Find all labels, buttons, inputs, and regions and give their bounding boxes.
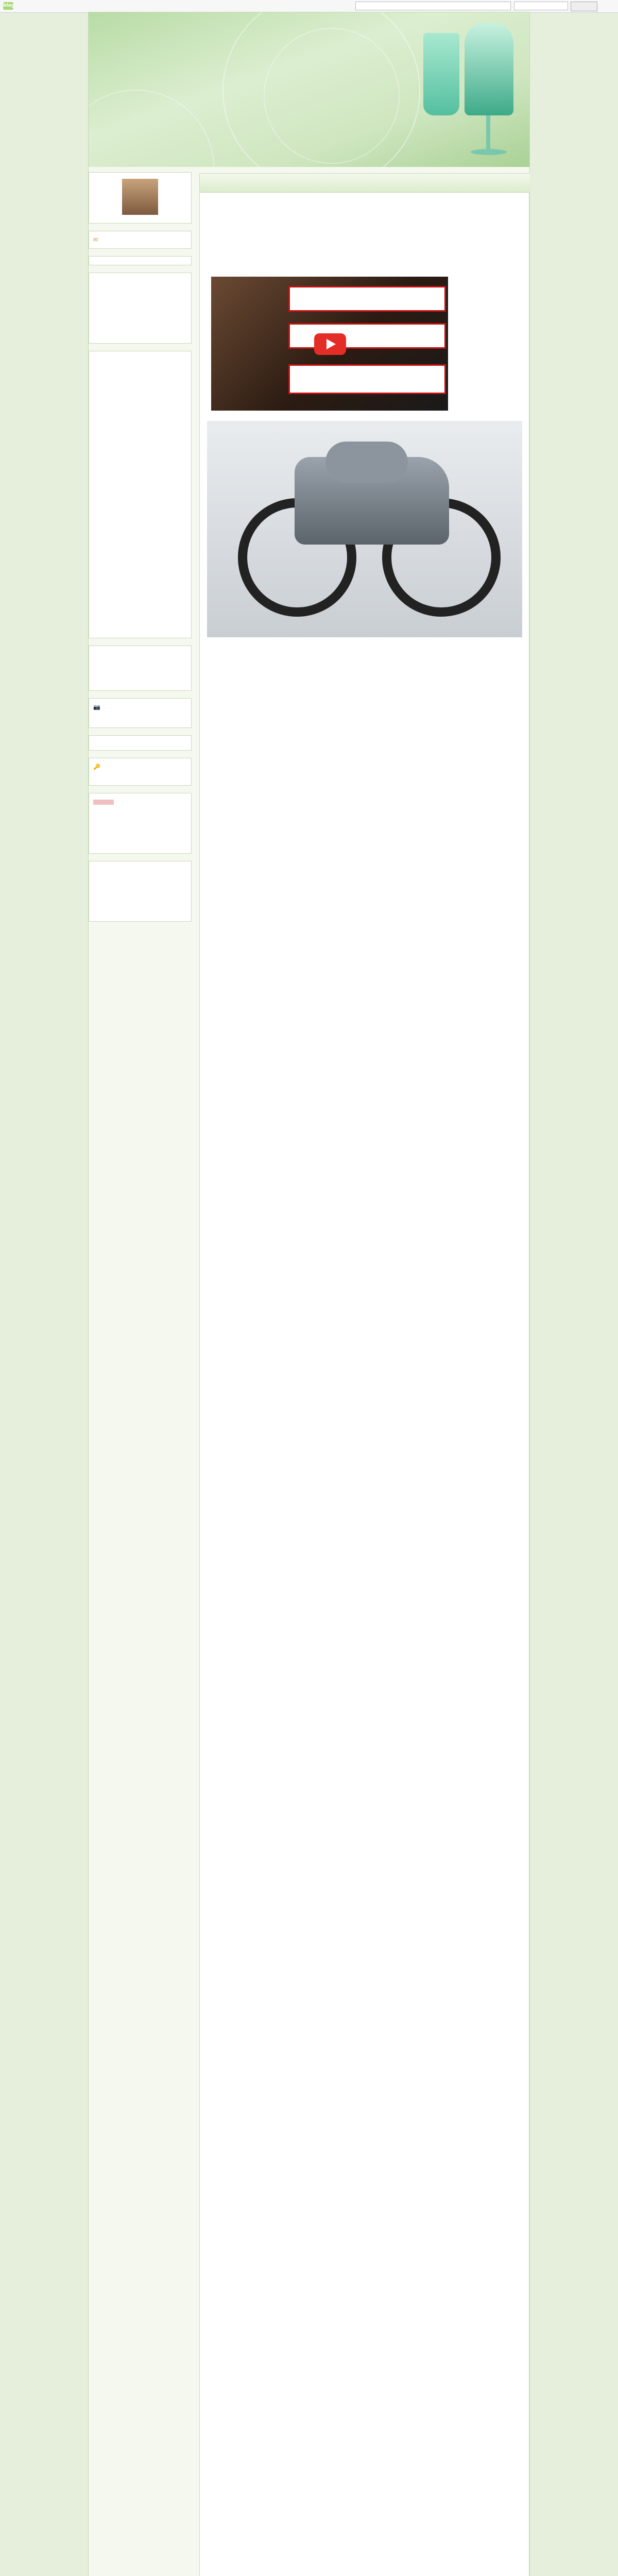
backnumber-widget — [89, 646, 192, 691]
thumbnail-caption-box — [288, 286, 446, 312]
profile-widget — [89, 172, 192, 224]
post-title-bar — [200, 174, 530, 193]
envelope-icon: ✉ — [93, 236, 98, 243]
recent-posts-widget — [89, 273, 192, 344]
header-swirl-decoration — [89, 90, 214, 167]
thumbnail-caption-box — [288, 323, 446, 349]
latest-photo-channel-widget — [89, 698, 192, 728]
toolbar-search-scope-select[interactable] — [514, 2, 568, 10]
send-message-link[interactable] — [93, 235, 187, 244]
recent-posts-list — [89, 273, 191, 343]
ranking-badge-icon — [93, 800, 114, 805]
goo-blog-notice-widget — [89, 861, 192, 922]
sidebar — [89, 172, 192, 929]
goo-blog-notice-list — [89, 861, 191, 921]
bookmark-widget — [89, 735, 192, 751]
blog-header — [89, 12, 529, 167]
profile-avatar[interactable] — [122, 179, 158, 215]
motorcycle-photo — [207, 421, 522, 637]
thumbnail-caption-box — [288, 364, 446, 394]
header-glass-stem — [486, 115, 490, 151]
calendar-widget — [89, 256, 192, 265]
blog-post — [199, 173, 529, 2576]
camera-icon: 📷 — [93, 704, 100, 710]
toolbar-search-input[interactable] — [355, 2, 511, 10]
play-icon[interactable] — [314, 333, 346, 355]
page-container — [89, 12, 529, 2576]
blog-logo[interactable]: blog — [3, 2, 13, 10]
header-swirl-decoration — [264, 28, 400, 164]
header-drink-glass — [423, 33, 459, 115]
message-widget — [89, 231, 192, 249]
embedded-video[interactable] — [211, 277, 448, 411]
toolbar-search-button[interactable] — [571, 2, 597, 11]
login-widget — [89, 758, 192, 786]
goo-blog-recommend-widget — [89, 793, 192, 854]
bike-tank — [325, 442, 408, 483]
categories-widget — [89, 351, 192, 638]
main-column — [199, 173, 529, 2576]
header-drink-glass — [465, 23, 513, 115]
header-glass-base — [471, 149, 507, 155]
backnumber-list — [89, 646, 191, 690]
categories-list — [89, 351, 191, 638]
global-toolbar — [0, 0, 618, 13]
key-icon: 🔑 — [93, 764, 100, 770]
